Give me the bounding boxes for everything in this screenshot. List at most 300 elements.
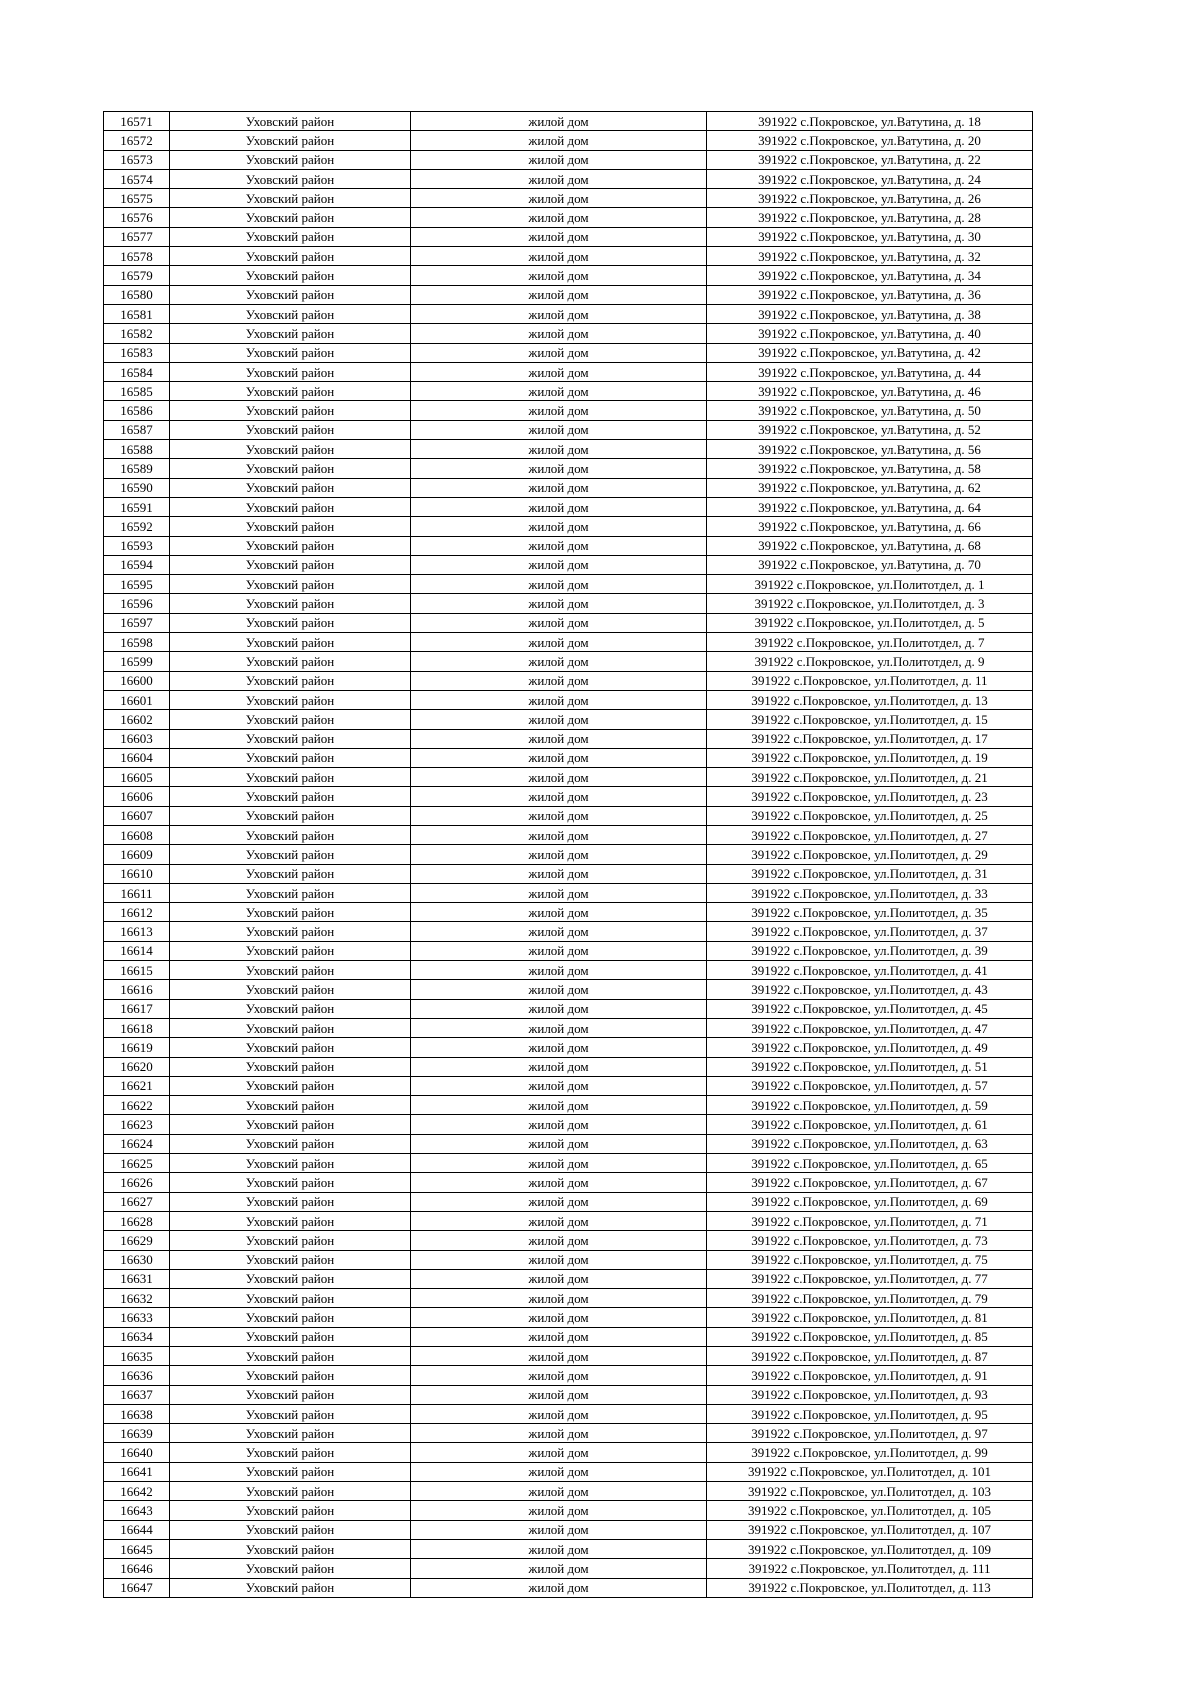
table-row — [104, 613, 1033, 632]
address-house-number: 41 — [974, 962, 988, 978]
table-row — [104, 1501, 1033, 1520]
district-cell: Уховский район — [170, 710, 411, 729]
address-prefix: 391922 с.Покровское, — [751, 692, 875, 708]
row-number-cell: 16632 — [104, 1289, 170, 1308]
object-type-cell: жилой дом — [411, 1134, 707, 1153]
address-street: ул.Политотдел — [874, 1290, 956, 1306]
address-prefix: 391922 с.Покровское, — [758, 325, 882, 341]
address-street: ул.Политотдел — [874, 673, 956, 689]
district-cell: Уховский район — [170, 594, 411, 613]
object-type-cell: жилой дом — [411, 633, 707, 652]
district-cell: Уховский район — [170, 1520, 411, 1539]
object-type-cell: жилой дом — [411, 459, 707, 478]
address-prefix: 391922 с.Покровское, — [758, 345, 882, 361]
object-type-cell: жилой дом — [411, 150, 707, 169]
address-cell: 391922 с.Покровское, ул.Политотдел, д. 45 — [707, 999, 1033, 1018]
address-cell: 391922 с.Покровское, ул.Политотдел, д. 73 — [707, 1231, 1033, 1250]
row-number-cell: 16571 — [104, 112, 170, 131]
table-row — [104, 1211, 1033, 1230]
address-street: ул.Политотдел — [874, 846, 956, 862]
table-row — [104, 768, 1033, 787]
object-type-cell: жилой дом — [411, 536, 707, 555]
address-prefix: 391922 с.Покровское, — [751, 1155, 875, 1171]
district-cell: Уховский район — [170, 1134, 411, 1153]
address-cell: 391922 с.Покровское, ул.Ватутина, д. 34 — [707, 266, 1033, 285]
district-cell: Уховский район — [170, 1057, 411, 1076]
district-cell: Уховский район — [170, 825, 411, 844]
district-cell: Уховский район — [170, 729, 411, 748]
row-number-cell: 16641 — [104, 1462, 170, 1481]
address-street: ул.Политотдел — [874, 750, 956, 766]
district-cell: Уховский район — [170, 1424, 411, 1443]
row-number-cell: 16620 — [104, 1057, 170, 1076]
address-cell: 391922 с.Покровское, ул.Ватутина, д. 30 — [707, 227, 1033, 246]
object-type-cell: жилой дом — [411, 690, 707, 709]
object-type-cell: жилой дом — [411, 1154, 707, 1173]
table-row — [104, 112, 1033, 131]
table-row — [104, 324, 1033, 343]
address-street: ул.Политотдел — [874, 924, 956, 940]
row-number-cell: 16627 — [104, 1192, 170, 1211]
address-cell: 391922 с.Покровское, ул.Политотдел, д. 37 — [707, 922, 1033, 941]
object-type-cell: жилой дом — [411, 1559, 707, 1578]
row-number-cell: 16613 — [104, 922, 170, 941]
address-house-number: 1 — [978, 576, 985, 592]
address-street: ул.Политотдел — [871, 1580, 953, 1596]
object-type-cell: жилой дом — [411, 729, 707, 748]
table-row — [104, 1250, 1033, 1269]
row-number-cell: 16634 — [104, 1327, 170, 1346]
address-house-number: 52 — [967, 422, 981, 438]
district-cell: Уховский район — [170, 1076, 411, 1095]
address-street: ул.Политотдел — [874, 1078, 956, 1094]
address-prefix: 391922 с.Покровское, — [758, 480, 882, 496]
table-row — [104, 382, 1033, 401]
address-street: ул.Политотдел — [874, 1232, 956, 1248]
address-street: ул.Политотдел — [874, 962, 956, 978]
address-cell: 391922 с.Покровское, ул.Политотдел, д. 99 — [707, 1443, 1033, 1462]
address-house-number: 19 — [974, 750, 988, 766]
district-cell: Уховский район — [170, 324, 411, 343]
object-type-cell: жилой дом — [411, 1443, 707, 1462]
object-type-cell: жилой дом — [411, 1347, 707, 1366]
object-type-cell: жилой дом — [411, 1211, 707, 1230]
district-cell: Уховский район — [170, 266, 411, 285]
row-number-cell: 16640 — [104, 1443, 170, 1462]
table-row — [104, 690, 1033, 709]
address-street: ул.Политотдел — [874, 1213, 956, 1229]
address-house-number: 32 — [967, 248, 981, 264]
object-type-cell: жилой дом — [411, 208, 707, 227]
address-house-number: 75 — [974, 1252, 988, 1268]
address-prefix: 391922 с.Покровское, — [751, 1136, 875, 1152]
address-prefix: 391922 с.Покровское, — [751, 769, 875, 785]
table-row — [104, 1327, 1033, 1346]
address-house-number: 99 — [974, 1445, 988, 1461]
row-number-cell: 16578 — [104, 247, 170, 266]
object-type-cell: жилой дом — [411, 1501, 707, 1520]
address-house-number: 45 — [974, 1001, 988, 1017]
object-type-cell: жилой дом — [411, 517, 707, 536]
row-number-cell: 16628 — [104, 1211, 170, 1230]
object-type-cell: жилой дом — [411, 1424, 707, 1443]
table-row — [104, 285, 1033, 304]
address-cell: 391922 с.Покровское, ул.Политотдел, д. 67 — [707, 1173, 1033, 1192]
address-street: ул.Политотдел — [874, 808, 956, 824]
address-street: ул.Ватутина — [881, 325, 949, 341]
address-house-number: 20 — [967, 132, 981, 148]
address-prefix: 391922 с.Покровское, — [758, 383, 882, 399]
table-row — [104, 1443, 1033, 1462]
row-number-cell: 16612 — [104, 903, 170, 922]
address-street: ул.Ватутина — [881, 383, 949, 399]
address-street: ул.Ватутина — [881, 171, 949, 187]
address-prefix: 391922 с.Покровское, — [758, 171, 882, 187]
address-house-number: 25 — [974, 808, 988, 824]
object-type-cell: жилой дом — [411, 999, 707, 1018]
address-house-number: 109 — [971, 1541, 992, 1557]
object-type-cell: жилой дом — [411, 247, 707, 266]
address-cell: 391922 с.Покровское, ул.Ватутина, д. 46 — [707, 382, 1033, 401]
district-cell: Уховский район — [170, 1347, 411, 1366]
address-prefix: 391922 с.Покровское, — [751, 1213, 875, 1229]
address-house-number: 37 — [974, 924, 988, 940]
address-street: ул.Ватутина — [881, 518, 949, 534]
address-street: ул.Политотдел — [874, 1039, 956, 1055]
address-house-number: 17 — [974, 731, 988, 747]
address-cell: 391922 с.Покровское, ул.Ватутина, д. 40 — [707, 324, 1033, 343]
address-cell: 391922 с.Покровское, ул.Политотдел, д. 101 — [707, 1462, 1033, 1481]
district-cell: Уховский район — [170, 189, 411, 208]
table-row — [104, 304, 1033, 323]
object-type-cell: жилой дом — [411, 864, 707, 883]
object-type-cell: жилой дом — [411, 594, 707, 613]
object-type-cell: жилой дом — [411, 1520, 707, 1539]
address-prefix: 391922 с.Покровское, — [758, 422, 882, 438]
district-cell: Уховский район — [170, 1250, 411, 1269]
address-street: ул.Политотдел — [874, 1059, 956, 1075]
table-row — [104, 845, 1033, 864]
object-type-cell: жилой дом — [411, 401, 707, 420]
table-row — [104, 266, 1033, 285]
row-number-cell: 16594 — [104, 555, 170, 574]
object-type-cell: жилой дом — [411, 845, 707, 864]
object-type-cell: жилой дом — [411, 285, 707, 304]
table-row — [104, 1289, 1033, 1308]
table-row — [104, 1308, 1033, 1327]
address-street: ул.Ватутина — [881, 364, 949, 380]
address-prefix: 391922 с.Покровское, — [751, 924, 875, 940]
address-street: ул.Политотдел — [877, 615, 959, 631]
district-cell: Уховский район — [170, 227, 411, 246]
address-house-number: 11 — [975, 673, 988, 689]
address-street: ул.Ватутина — [881, 268, 949, 284]
address-cell: 391922 с.Покровское, ул.Политотдел, д. 87 — [707, 1347, 1033, 1366]
address-house-number: 69 — [974, 1194, 988, 1210]
address-cell: 391922 с.Покровское, ул.Ватутина, д. 26 — [707, 189, 1033, 208]
row-number-cell: 16583 — [104, 343, 170, 362]
table-row — [104, 1115, 1033, 1134]
table-row — [104, 671, 1033, 690]
address-cell: 391922 с.Покровское, ул.Политотдел, д. 27 — [707, 825, 1033, 844]
district-cell: Уховский район — [170, 478, 411, 497]
row-number-cell: 16622 — [104, 1096, 170, 1115]
address-prefix: 391922 с.Покровское, — [758, 113, 882, 129]
address-cell: 391922 с.Покровское, ул.Политотдел, д. 29 — [707, 845, 1033, 864]
table-row — [104, 1038, 1033, 1057]
address-house-number: 81 — [974, 1310, 988, 1326]
row-number-cell: 16592 — [104, 517, 170, 536]
address-cell: 391922 с.Покровское, ул.Политотдел, д. 51 — [707, 1057, 1033, 1076]
table-row — [104, 1366, 1033, 1385]
row-number-cell: 16597 — [104, 613, 170, 632]
object-type-cell: жилой дом — [411, 112, 707, 131]
address-house-number: 13 — [974, 692, 988, 708]
row-number-cell: 16607 — [104, 806, 170, 825]
address-house-number: 7 — [978, 634, 985, 650]
address-house-number: 63 — [974, 1136, 988, 1152]
table-row — [104, 1076, 1033, 1095]
district-cell: Уховский район — [170, 633, 411, 652]
address-cell: 391922 с.Покровское, ул.Политотдел, д. 23 — [707, 787, 1033, 806]
address-cell: 391922 с.Покровское, ул.Политотдел, д. 41 — [707, 961, 1033, 980]
table-row — [104, 131, 1033, 150]
address-prefix: 391922 с.Покровское, — [751, 866, 875, 882]
address-street: ул.Политотдел — [877, 596, 959, 612]
row-number-cell: 16603 — [104, 729, 170, 748]
object-type-cell: жилой дом — [411, 1385, 707, 1404]
district-cell: Уховский район — [170, 613, 411, 632]
district-cell: Уховский район — [170, 420, 411, 439]
table-row — [104, 478, 1033, 497]
address-street: ул.Политотдел — [874, 1271, 956, 1287]
table-row — [104, 150, 1033, 169]
district-cell: Уховский район — [170, 903, 411, 922]
address-cell: 391922 с.Покровское, ул.Ватутина, д. 58 — [707, 459, 1033, 478]
address-street: ул.Политотдел — [874, 1001, 956, 1017]
address-house-number: 73 — [974, 1232, 988, 1248]
address-house-number: 59 — [974, 1097, 988, 1113]
address-cell: 391922 с.Покровское, ул.Ватутина, д. 24 — [707, 169, 1033, 188]
address-prefix: 391922 с.Покровское, — [748, 1560, 872, 1576]
address-prefix: 391922 с.Покровское, — [758, 499, 882, 515]
address-prefix: 391922 с.Покровское, — [758, 538, 882, 554]
row-number-cell: 16642 — [104, 1482, 170, 1501]
address-house-number: 95 — [974, 1406, 988, 1422]
address-house-number: 64 — [967, 499, 981, 515]
address-cell: 391922 с.Покровское, ул.Политотдел, д. 39 — [707, 941, 1033, 960]
address-street: ул.Политотдел — [874, 1252, 956, 1268]
table-row — [104, 806, 1033, 825]
address-cell: 391922 с.Покровское, ул.Ватутина, д. 20 — [707, 131, 1033, 150]
address-prefix: 391922 с.Покровское, — [751, 1020, 875, 1036]
address-house-number: 35 — [974, 904, 988, 920]
address-street: ул.Ватутина — [881, 480, 949, 496]
district-cell: Уховский район — [170, 1443, 411, 1462]
object-type-cell: жилой дом — [411, 1269, 707, 1288]
address-street: ул.Политотдел — [874, 1020, 956, 1036]
address-prefix: 391922 с.Покровское, — [754, 576, 878, 592]
district-cell: Уховский район — [170, 536, 411, 555]
address-street: ул.Ватутина — [881, 441, 949, 457]
address-cell: 391922 с.Покровское, ул.Политотдел, д. 93 — [707, 1385, 1033, 1404]
address-house-number: 93 — [974, 1387, 988, 1403]
address-cell: 391922 с.Покровское, ул.Ватутина, д. 70 — [707, 555, 1033, 574]
address-cell: 391922 с.Покровское, ул.Политотдел, д. 103 — [707, 1482, 1033, 1501]
address-house-number: 62 — [967, 480, 981, 496]
address-house-number: 36 — [967, 287, 981, 303]
district-cell: Уховский район — [170, 1231, 411, 1250]
row-number-cell: 16581 — [104, 304, 170, 323]
address-prefix: 391922 с.Покровское, — [751, 1406, 875, 1422]
address-prefix: 391922 с.Покровское, — [751, 982, 875, 997]
address-street: ул.Политотдел — [870, 1503, 952, 1519]
row-number-cell: 16584 — [104, 362, 170, 381]
table-row — [104, 1057, 1033, 1076]
table-row — [104, 343, 1033, 362]
row-number-cell: 16619 — [104, 1038, 170, 1057]
address-street: ул.Политотдел — [874, 1194, 956, 1210]
row-number-cell: 16624 — [104, 1134, 170, 1153]
table-row — [104, 1134, 1033, 1153]
table-row — [104, 227, 1033, 246]
address-prefix: 391922 с.Покровское, — [751, 846, 875, 862]
address-house-number: 49 — [974, 1039, 988, 1055]
address-cell: 391922 с.Покровское, ул.Политотдел, д. 77 — [707, 1269, 1033, 1288]
district-cell: Уховский район — [170, 575, 411, 594]
row-number-cell: 16579 — [104, 266, 170, 285]
address-cell: 391922 с.Покровское, ул.Ватутина, д. 50 — [707, 401, 1033, 420]
address-cell: 391922 с.Покровское, ул.Политотдел, д. 69 — [707, 1192, 1033, 1211]
address-cell: 391922 с.Покровское, ул.Политотдел, д. 3 — [707, 594, 1033, 613]
row-number-cell: 16606 — [104, 787, 170, 806]
district-cell: Уховский район — [170, 1018, 411, 1037]
row-number-cell: 16576 — [104, 208, 170, 227]
address-house-number: 65 — [974, 1155, 988, 1171]
address-house-number: 68 — [967, 538, 981, 554]
address-house-number: 111 — [972, 1560, 991, 1576]
district-cell: Уховский район — [170, 980, 411, 999]
address-street: ул.Политотдел — [870, 1541, 952, 1557]
district-cell: Уховский район — [170, 112, 411, 131]
address-street: ул.Политотдел — [874, 1348, 956, 1364]
address-house-number: 18 — [967, 113, 981, 129]
table-row — [104, 1559, 1033, 1578]
address-prefix: 391922 с.Покровское, — [751, 1252, 875, 1268]
address-cell: 391922 с.Покровское, ул.Ватутина, д. 22 — [707, 150, 1033, 169]
address-street: ул.Политотдел — [874, 711, 956, 727]
table-row — [104, 1462, 1033, 1481]
object-type-cell: жилой дом — [411, 362, 707, 381]
row-number-cell: 16616 — [104, 980, 170, 999]
address-cell: 391922 с.Покровское, ул.Ватутина, д. 32 — [707, 247, 1033, 266]
table-row — [104, 440, 1033, 459]
address-prefix: 391922 с.Покровское, — [751, 962, 875, 978]
address-prefix: 391922 с.Покровское, — [751, 1117, 875, 1133]
row-number-cell: 16572 — [104, 131, 170, 150]
table-row — [104, 999, 1033, 1018]
address-street: ул.Политотдел — [877, 576, 959, 592]
object-type-cell: жилой дом — [411, 748, 707, 767]
address-house-number: 56 — [967, 441, 981, 457]
object-type-cell: жилой дом — [411, 806, 707, 825]
table-row — [104, 536, 1033, 555]
address-house-number: 5 — [978, 615, 985, 631]
row-number-cell: 16630 — [104, 1250, 170, 1269]
address-cell: 391922 с.Покровское, ул.Политотдел, д. 15 — [707, 710, 1033, 729]
address-street: ул.Политотдел — [874, 789, 956, 805]
row-number-cell: 16633 — [104, 1308, 170, 1327]
row-number-cell: 16587 — [104, 420, 170, 439]
district-cell: Уховский район — [170, 690, 411, 709]
address-house-number: 46 — [967, 383, 981, 399]
table-row — [104, 401, 1033, 420]
address-cell: 391922 с.Покровское, ул.Ватутина, д. 36 — [707, 285, 1033, 304]
address-prefix: 391922 с.Покровское, — [751, 1174, 875, 1190]
table-row — [104, 208, 1033, 227]
address-prefix: 391922 с.Покровское, — [751, 750, 875, 766]
address-cell: 391922 с.Покровское, ул.Политотдел, д. 63 — [707, 1134, 1033, 1153]
row-number-cell: 16605 — [104, 768, 170, 787]
district-cell: Уховский район — [170, 1211, 411, 1230]
table-row — [104, 710, 1033, 729]
object-type-cell: жилой дом — [411, 343, 707, 362]
address-house-number: 29 — [974, 846, 988, 862]
address-prefix: 391922 с.Покровское, — [758, 287, 882, 303]
address-prefix: 391922 с.Покровское, — [751, 1290, 875, 1306]
address-prefix: 391922 с.Покровское, — [758, 460, 882, 476]
district-cell: Уховский район — [170, 497, 411, 516]
district-cell: Уховский район — [170, 1559, 411, 1578]
table-row — [104, 633, 1033, 652]
address-street: ул.Политотдел — [874, 1136, 956, 1152]
object-type-cell: жилой дом — [411, 1404, 707, 1423]
address-prefix: 391922 с.Покровское, — [751, 943, 875, 959]
object-type-cell: жилой дом — [411, 1173, 707, 1192]
address-prefix: 391922 с.Покровское, — [751, 808, 875, 824]
address-prefix: 391922 с.Покровское, — [747, 1483, 871, 1499]
address-prefix: 391922 с.Покровское, — [751, 1232, 875, 1248]
address-cell: 391922 с.Покровское, ул.Ватутина, д. 62 — [707, 478, 1033, 497]
table-row — [104, 575, 1033, 594]
address-cell: 391922 с.Покровское, ул.Политотдел, д. 47 — [707, 1018, 1033, 1037]
table-row — [104, 1173, 1033, 1192]
object-type-cell: жилой дом — [411, 787, 707, 806]
address-house-number: 15 — [974, 711, 988, 727]
address-street: ул.Ватутина — [881, 210, 949, 226]
object-type-cell: жилой дом — [411, 1578, 707, 1597]
district-cell: Уховский район — [170, 555, 411, 574]
row-number-cell: 16643 — [104, 1501, 170, 1520]
row-number-cell: 16580 — [104, 285, 170, 304]
object-type-cell: жилой дом — [411, 883, 707, 902]
address-prefix: 391922 с.Покровское, — [747, 1464, 871, 1480]
address-prefix: 391922 с.Покровское, — [758, 190, 882, 206]
address-prefix: 391922 с.Покровское, — [751, 1310, 875, 1326]
district-cell: Уховский район — [170, 845, 411, 864]
address-street: ул.Ватутина — [881, 287, 949, 303]
address-street: ул.Ватутина — [881, 248, 949, 264]
address-house-number: 67 — [974, 1174, 988, 1190]
row-number-cell: 16618 — [104, 1018, 170, 1037]
address-house-number: 44 — [967, 364, 981, 380]
address-cell: 391922 с.Покровское, ул.Политотдел, д. 17 — [707, 729, 1033, 748]
address-street: ул.Ватутина — [881, 403, 949, 419]
district-cell: Уховский район — [170, 208, 411, 227]
address-prefix: 391922 с.Покровское, — [758, 152, 882, 168]
district-cell: Уховский район — [170, 652, 411, 671]
address-cell: 391922 с.Покровское, ул.Политотдел, д. 85 — [707, 1327, 1033, 1346]
